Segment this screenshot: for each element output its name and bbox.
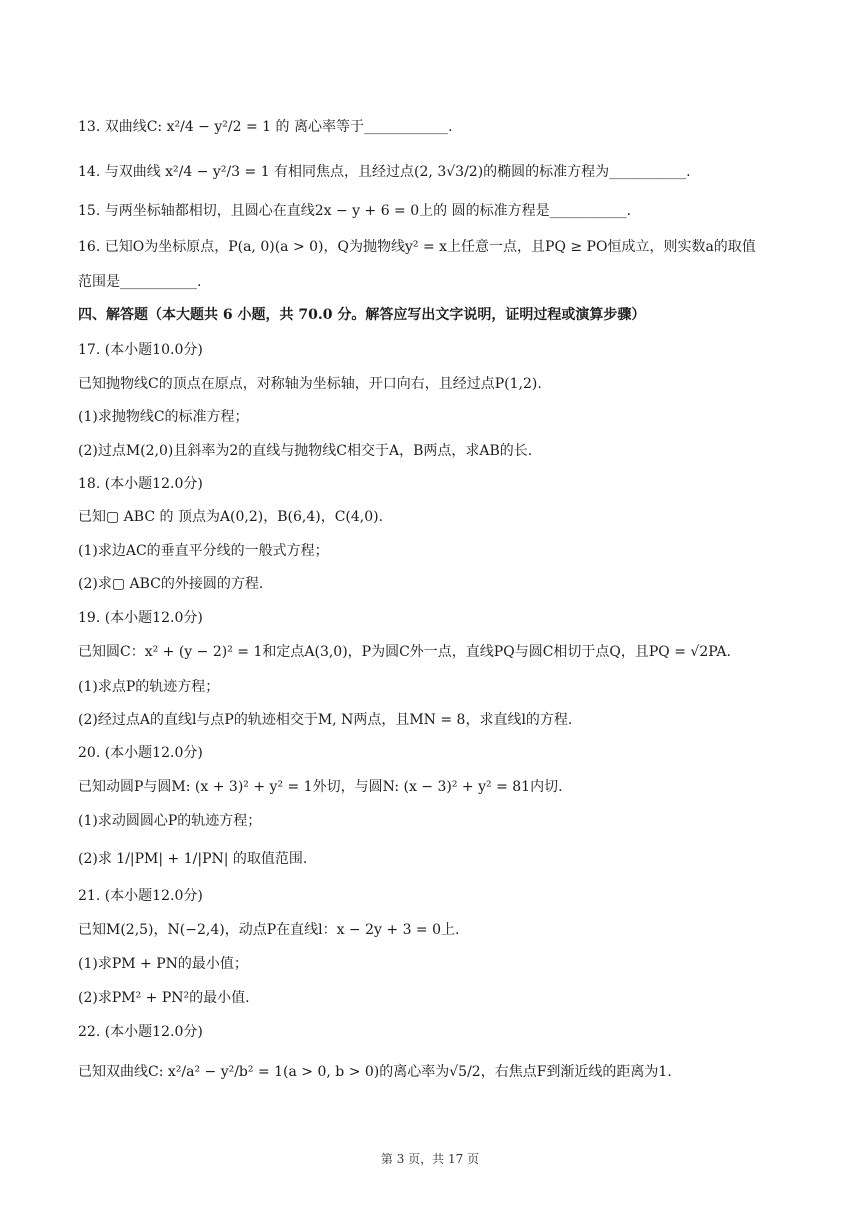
question-17-part1: (1)求抛物线C的标准方程； [78,409,249,425]
question-18-stem: 已知▢ ABC 的 顶点为A(0,2)，B(6,4)，C(4,0). [78,509,384,525]
question-16: 16. 已知O为坐标原点，P(a, 0)(a > 0)，Q为抛物线y² = x上任意一点，且PQ ≥ PO恒成立，则实数a的取值 [78,239,756,255]
question-18-part2: (2)求▢ ABC的外接圆的方程. [78,576,264,592]
question-17-part2: (2)过点M(2,0)且斜率为2的直线与抛物线C相交于A，B两点，求AB的长. [78,443,533,459]
question-19-part2: (2)经过点A的直线l与点P的轨迹相交于M, N两点，且MN = 8，求直线l的方程. [78,712,573,728]
question-13: 13. 双曲线C: x²/4 − y²/2 = 1 的 离心率等于____________. [78,119,453,135]
question-19-part1: (1)求点P的轨迹方程； [78,679,220,695]
question-15: 15. 与两坐标轴都相切，且圆心在直线2x − y + 6 = 0上的 圆的标准方程是___________. [78,203,632,219]
question-20-part1: (1)求动圆圆心P的轨迹方程； [78,813,262,829]
question-19-title: 19. (本小题12.0分) [78,610,203,626]
question-22-stem: 已知双曲线C: x²/a² − y²/b² = 1(a > 0, b > 0)的离心率为√5/2，右焦点F到渐近线的距离为1. [78,1064,672,1080]
section-heading: 四、解答题（本大题共 6 小题，共 70.0 分。解答应写出文字说明，证明过程或演算步骤） [78,307,646,323]
question-17-title: 17. (本小题10.0分) [78,342,203,358]
question-18-title: 18. (本小题12.0分) [78,476,203,492]
question-21-part1: (1)求PM + PN的最小值； [78,956,248,972]
question-22-title: 22. (本小题12.0分) [78,1024,203,1040]
question-20-stem: 已知动圆P与圆M: (x + 3)² + y² = 1外切，与圆N: (x − 3)² + y² = 81内切. [78,779,563,795]
question-21-stem: 已知M(2,5)，N(−2,4)，动点P在直线l：x − 2y + 3 = 0上. [78,922,460,938]
question-18-part1: (1)求边AC的垂直平分线的一般式方程； [78,543,329,559]
question-14: 14. 与双曲线 x²/4 − y²/3 = 1 有相同焦点，且经过点(2, 3√3/2)的椭圆的标准方程为___________. [78,164,691,180]
question-21-title: 21. (本小题12.0分) [78,888,203,904]
question-20-part2: (2)求 1/|PM| + 1/|PN| 的取值范围. [78,851,308,867]
question-17-stem: 已知抛物线C的顶点在原点，对称轴为坐标轴，开口向右，且经过点P(1,2). [78,376,542,392]
question-21-part2: (2)求PM² + PN²的最小值. [78,990,250,1006]
page-footer: 第 3 页，共 17 页 [380,1152,480,1166]
question-20-title: 20. (本小题12.0分) [78,745,203,761]
question-16-cont: 范围是___________. [78,274,202,290]
question-19-stem: 已知圆C：x² + (y − 2)² = 1和定点A(3,0)，P为圆C外一点，直线PQ与圆C相切于点Q，且PQ = √2PA. [78,644,731,660]
